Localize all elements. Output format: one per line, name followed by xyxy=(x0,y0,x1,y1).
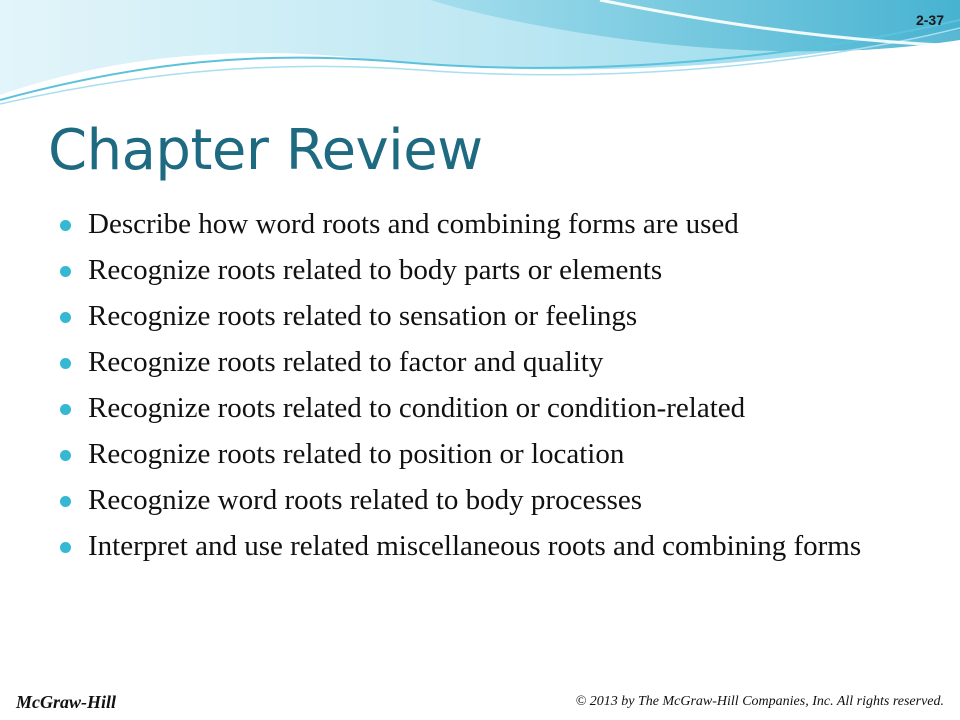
bullet-item xyxy=(58,482,918,518)
publisher-logo-text: McGraw-Hill xyxy=(16,692,117,712)
bullet-item xyxy=(58,390,918,426)
bullet-text: Interpret and use related miscellaneous roots and combining forms xyxy=(88,530,862,562)
slide-number: 2-37 xyxy=(915,12,944,28)
copyright-notice: © 2013 by The McGraw-Hill Companies, Inc. All rights reserved. xyxy=(575,694,944,709)
bullet-dot-icon xyxy=(60,220,71,231)
bullet-text: Recognize roots related to position or location xyxy=(88,438,625,470)
bullet-text: Recognize roots related to condition or condition-related xyxy=(88,392,746,424)
slide-title: Chapter Review xyxy=(48,118,483,183)
bullet-item xyxy=(58,298,918,334)
bullet-list xyxy=(58,206,918,574)
bullet-item xyxy=(58,206,918,242)
bullet-text: Describe how word roots and combining forms are used xyxy=(88,208,739,240)
bullet-dot-icon xyxy=(60,404,71,415)
header-wave-decoration xyxy=(0,0,960,110)
bullet-dot-icon xyxy=(60,312,71,323)
bullet-item xyxy=(58,252,918,288)
bullet-dot-icon xyxy=(60,542,71,553)
bullet-dot-icon xyxy=(60,358,71,369)
bullet-item xyxy=(58,344,918,380)
bullet-text: Recognize word roots related to body processes xyxy=(88,484,643,516)
bullet-text: Recognize roots related to body parts or elements xyxy=(88,254,663,286)
bullet-dot-icon xyxy=(60,496,71,507)
bullet-item xyxy=(58,528,918,564)
bullet-dot-icon xyxy=(60,266,71,277)
bullet-text: Recognize roots related to factor and quality xyxy=(88,346,604,378)
bullet-text: Recognize roots related to sensation or feelings xyxy=(88,300,638,332)
bullet-item xyxy=(58,436,918,472)
bullet-dot-icon xyxy=(60,450,71,461)
